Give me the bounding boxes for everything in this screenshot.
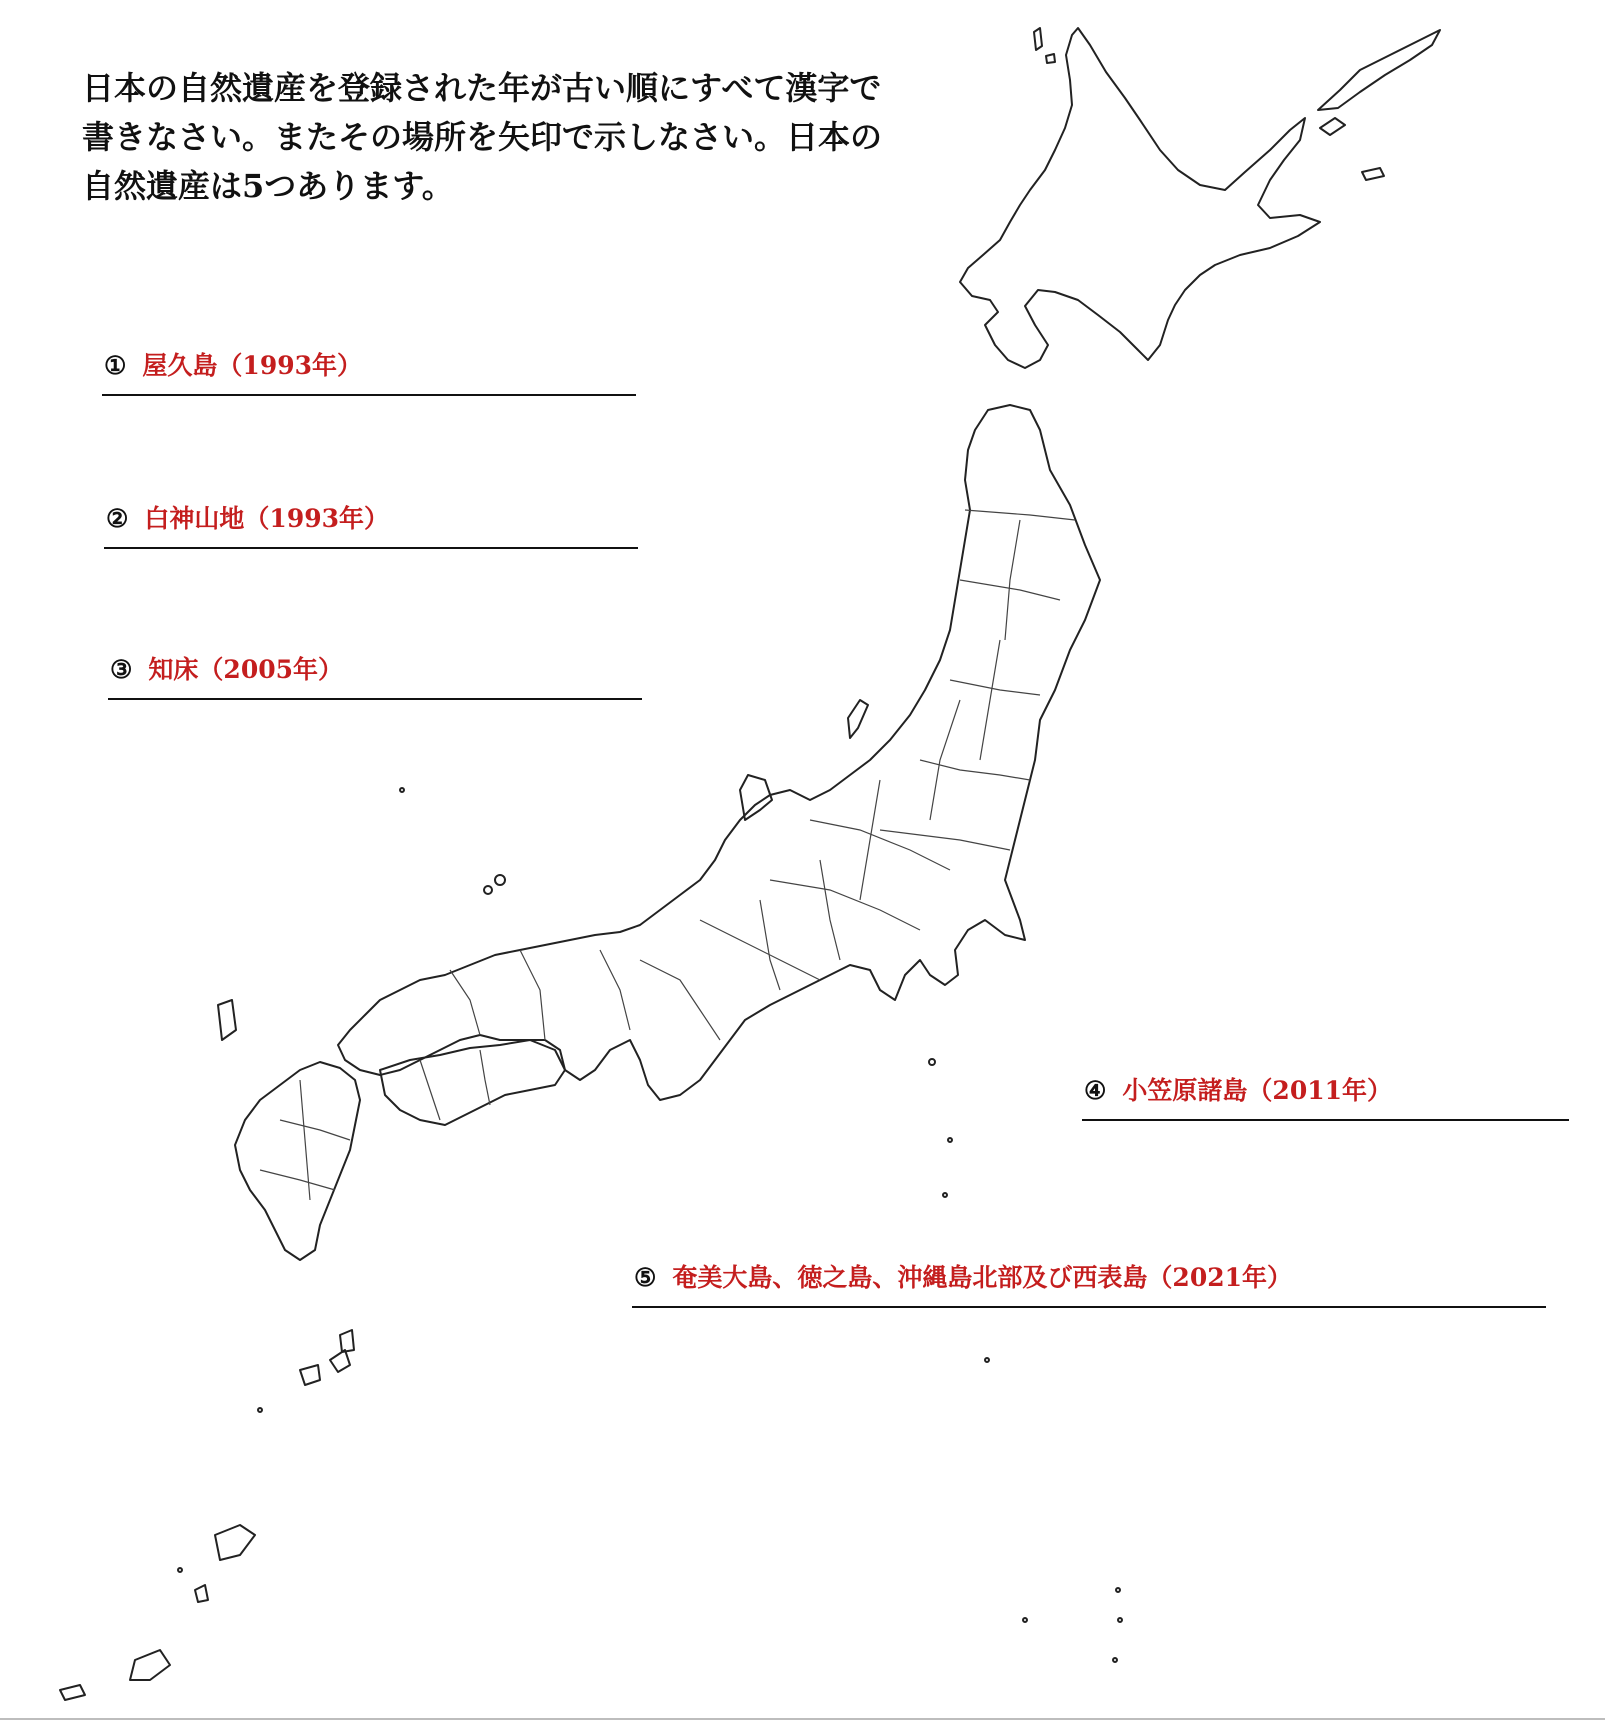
answer-number-3: ③ — [110, 655, 133, 684]
answer-line-1[interactable] — [102, 351, 636, 396]
answer-number-1: ① — [104, 351, 127, 380]
answer-line-4[interactable] — [1082, 1076, 1569, 1121]
answer-number-5: ⑤ — [634, 1263, 657, 1292]
hokkaido — [960, 28, 1320, 368]
kyushu — [235, 1062, 360, 1260]
answer-line-5[interactable] — [632, 1263, 1546, 1308]
answer-text-4: 小笠原諸島（2011年） — [1122, 1076, 1393, 1105]
answer-text-3: 知床（2005年） — [148, 655, 344, 684]
shikoku — [380, 1040, 565, 1125]
answer-text-2: 白神山地（1993年） — [144, 504, 390, 533]
answer-number-2: ② — [106, 504, 129, 533]
answer-text-5: 奄美大島、徳之島、沖縄島北部及び西表島（2021年） — [672, 1263, 1293, 1292]
instruction-text: 日本の自然遺産を登録された年が古い順にすべて漢字で書きなさい。またその場所を矢印で示しなさい。日本の自然遺産は5つあります。 — [82, 69, 883, 205]
answer-text-1: 屋久島（1993年） — [142, 351, 363, 380]
answer-number-4: ④ — [1084, 1076, 1107, 1105]
bottom-rule — [0, 1718, 1605, 1720]
answer-line-3[interactable] — [108, 655, 642, 700]
honshu — [338, 405, 1100, 1100]
answer-line-2[interactable] — [104, 504, 638, 549]
